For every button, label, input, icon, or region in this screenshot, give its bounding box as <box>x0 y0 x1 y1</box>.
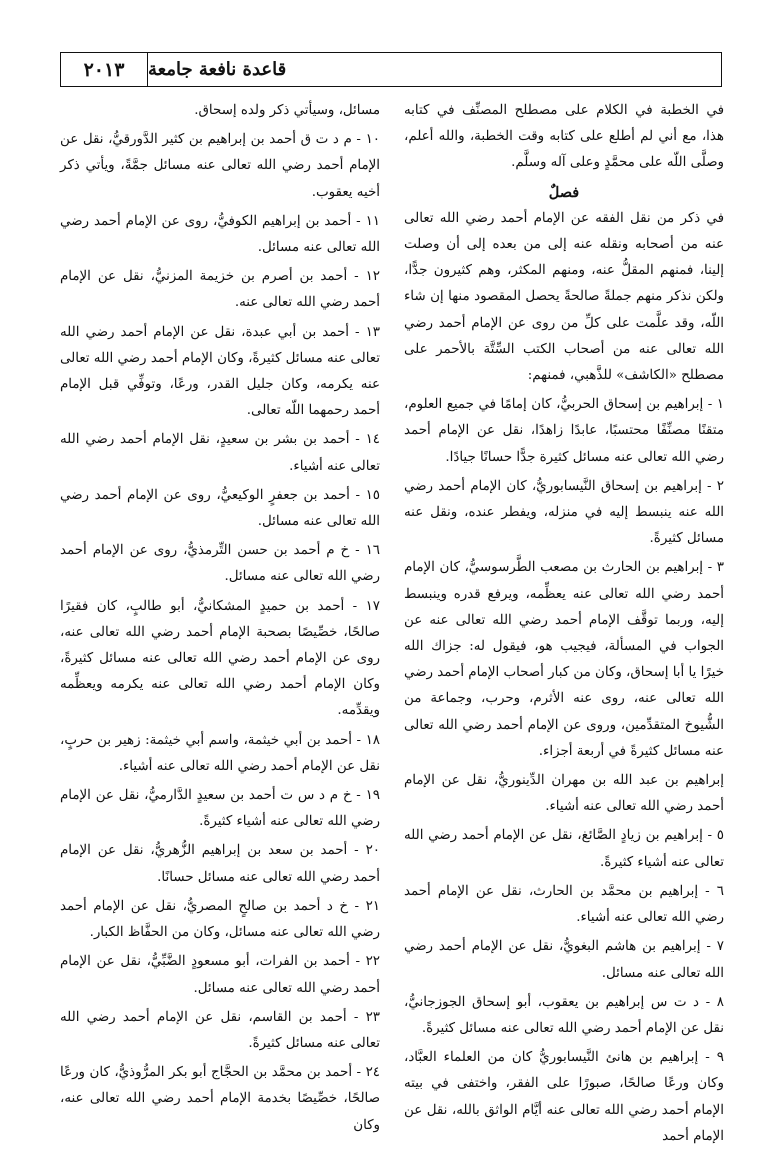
text-columns <box>60 98 724 1144</box>
paragraph: ١٢ - أحمد بن أصرم بن خزيمة المزنيُّ، نقل عن الإمام أحمد رضي الله تعالى عنه. <box>60 269 380 311</box>
paragraph: ١٠ - م د ت ق أحمد بن إبراهيم بن كثير الدَّورقيُّ، نقل عن الإمام أحمد رضي الله تعالى عنه مسائل جمَّةً، ويأتي ذكر أخيه يعقوب. <box>60 132 380 200</box>
left-column <box>60 98 380 1133</box>
paragraph: ٩ - إبراهيم بن هانئ النَّيسابوريُّ كان من العلماء العبَّاد، وكان ورعًا صالحًا، صبورًا على الفقر، واختفى في بيته الإمام أحمد رضي الله تعالى عنه أيَّام الواثق بالله، نقل عن الإمام أحمد <box>404 1050 724 1144</box>
paragraph: ١٨ - أحمد بن أبي خيثمة، واسم أبي خيثمة: زهير بن حربٍ، نقل عن الإمام أحمد رضي الله تعالى عنه أشياء. <box>60 732 380 774</box>
paragraph: ١٣ - أحمد بن أبي عبدة، نقل عن الإمام أحمد رضي الله تعالى عنه مسائل كثيرةً، وكان الإمام أحمد رضي الله تعالى عنه يكرمه، وكان جليل القدر، ورعًا، وتوفِّي قبل الإمام أحمد رحمهما اللّه تعالى. <box>60 324 380 419</box>
paragraph: ٢ - إبراهيم بن إسحاق النَّيسابوريُّ، كان الإمام أحمد رضي الله عنه ينبسط إليه في منزله، ويفطر عنده، ونقل عنه مسائل كثيرةً. <box>404 478 724 547</box>
paragraph: ٥ - إبراهيم بن زيادٍ الصَّائغ، نقل عن الإمام أحمد رضي الله تعالى عنه أشياء كثيرةً. <box>404 828 724 870</box>
paragraph: ٢١ - خ د أحمد بن صالحٍ المصريُّ، نقل عن الإمام أحمد رضي الله تعالى عنه مسائل، وكان من الحفَّاظ الكبار. <box>60 898 380 941</box>
section-heading: فصلٌ <box>548 183 580 201</box>
paragraph: مسائل، وسيأتي ذكر ولده إسحاق. <box>194 103 380 118</box>
right-column <box>404 98 724 1144</box>
paragraph: ٢٢ - أحمد بن الفرات، أبو مسعودٍ الضَّبِّيُّ، نقل عن الإمام أحمد رضي الله تعالى عنه مسائل. <box>60 954 380 996</box>
paragraph: ١٦ - خ م أحمد بن حسن التِّرمذيُّ، روى عن الإمام أحمد رضي الله تعالى عنه مسائل. <box>60 543 380 585</box>
paragraph: ١١ - أحمد بن إبراهيم الكوفيُّ، روى عن الإمام أحمد رضي الله تعالى عنه مسائل. <box>60 213 380 256</box>
paragraph: في ذكر من نقل الفقه عن الإمام أحمد رضي الله تعالى عنه من أصحابه ونقله عنه إلى من بعده إلى أن وصلت إلينا، فمنهم المقلُّ عنه، ومنهم المكثر، وهم كثيرون جدًّا، ولكن نذكر منهم جملةً صالحةً يحصل المقصود منها إن شاء اللّه، وقد علَّمت على كلِّ من روى عن الإمام أحمد رضي الله تعالى عنه من أصحاب الكتب السِّتَّة بالأحمر على مصطلح «الكاشف» للذَّهبي، فمنهم: <box>404 210 724 384</box>
paragraph: ١ - إبراهيم بن إسحاق الحربيُّ، كان إمامًا في جميع العلوم، متقنًا مصنِّفًا محتسبًا، عابدًا زاهدًا، نقل عن الإمام أحمد رضي الله تعالى عنه مسائل كثيرة جدًّا حسانًا جيادًا. <box>404 397 724 465</box>
page-header <box>60 52 722 87</box>
paragraph: ٨ - د ت س إبراهيم بن يعقوب، أبو إسحاق الجوزجانيُّ، نقل عن الإمام أحمد رضي الله تعالى عنه مسائل كثيرةً. <box>404 994 724 1036</box>
paragraph: ١٩ - خ م د س ت أحمد بن سعيدٍ الدَّارميُّ، نقل عن الإمام رضي الله تعالى عنه أشياء كثيرةً. <box>60 788 380 830</box>
paragraph: في الخطبة في الكلام على مصطلح المصنِّف في كتابه هذا، مع أني لم أطلع على كتابه وقت الخطبة، والله أعلم، وصلَّى اللّه على محمَّدٍ وعلى آله وسلَّم. <box>404 103 724 171</box>
paragraph: ١٤ - أحمد بن بشر بن سعيدٍ، نقل الإمام أحمد رضي الله تعالى عنه أشياء. <box>60 432 380 474</box>
paragraph: ٢٣ - أحمد بن القاسم، نقل عن الإمام أحمد رضي الله تعالى عنه مسائل كثيرةً. <box>60 1009 380 1051</box>
paragraph: إبراهيم بن عبد الله بن مهران الدِّينوريُّ، نقل عن الإمام أحمد رضي الله تعالى عنه أشياء. <box>404 773 724 815</box>
paragraph: ١٥ - أحمد بن جعفرٍ الوكيعيُّ، روى عن الإمام أحمد رضي الله تعالى عنه مسائل. <box>60 487 380 530</box>
paragraph: ٢٠ - أحمد بن سعد بن إبراهيم الزُّهريُّ، نقل عن الإمام أحمد رضي الله تعالى عنه مسائل حسانًا. <box>60 843 380 885</box>
paragraph: ٣ - إبراهيم بن الحارث بن مصعب الطَّرسوسيُّ، كان الإمام أحمد رضي الله تعالى عنه يعظِّمه، ويرفع قدره وينبسط إليه، وربما توقَّف الإمام أحمد رضي الله تعالى عنه عن الجواب في المسألة، فيجيب هو، فيقول له: جزاك الله خيرًا يا أبا إسحاق، وكان من كبار أصحاب الإمام أحمد رضي الله تعالى عنه، روى عنه الأثرم، وحرب، وجماعة من الشُّيوخ المتقدِّمين، وروى عن الإمام أحمد رضي الله تعالى عنه مسائل كثيرةً في أربعة أجزاء. <box>404 560 724 759</box>
running-title: قاعدة نافعة جامعة <box>148 59 287 80</box>
paragraph: ١٧ - أحمد بن حميدٍ المشكانيُّ، أبو طالبٍ، كان فقيرًا صالحًا، خصِّيصًا بصحبة الإمام أحمد رضي الله تعالى عنه، روى عن الإمام أحمد رضي الله تعالى عنه مسائل كثيرةً، وكان الإمام أحمد رضي الله تعالى عنه يكرمه ويعظِّمه ويقدِّمه. <box>60 598 380 719</box>
paragraph: ٦ - إبراهيم بن محمَّد بن الحارث، نقل عن الإمام أحمد رضي الله تعالى عنه أشياء. <box>404 883 724 926</box>
page-number: ٢٠١٣ <box>61 53 148 86</box>
paragraph: ٧ - إبراهيم بن هاشم البغويُّ، نقل عن الإمام أحمد رضي الله تعالى عنه مسائل. <box>404 939 724 981</box>
paragraph: ٢٤ - أحمد بن محمَّد بن الحجَّاج أبو بكر المرُّوذيُّ، كان ورعًا صالحًا، خصِّيصًا بخدمة الإمام أحمد رضي الله تعالى عنه، وكان <box>60 1065 380 1133</box>
